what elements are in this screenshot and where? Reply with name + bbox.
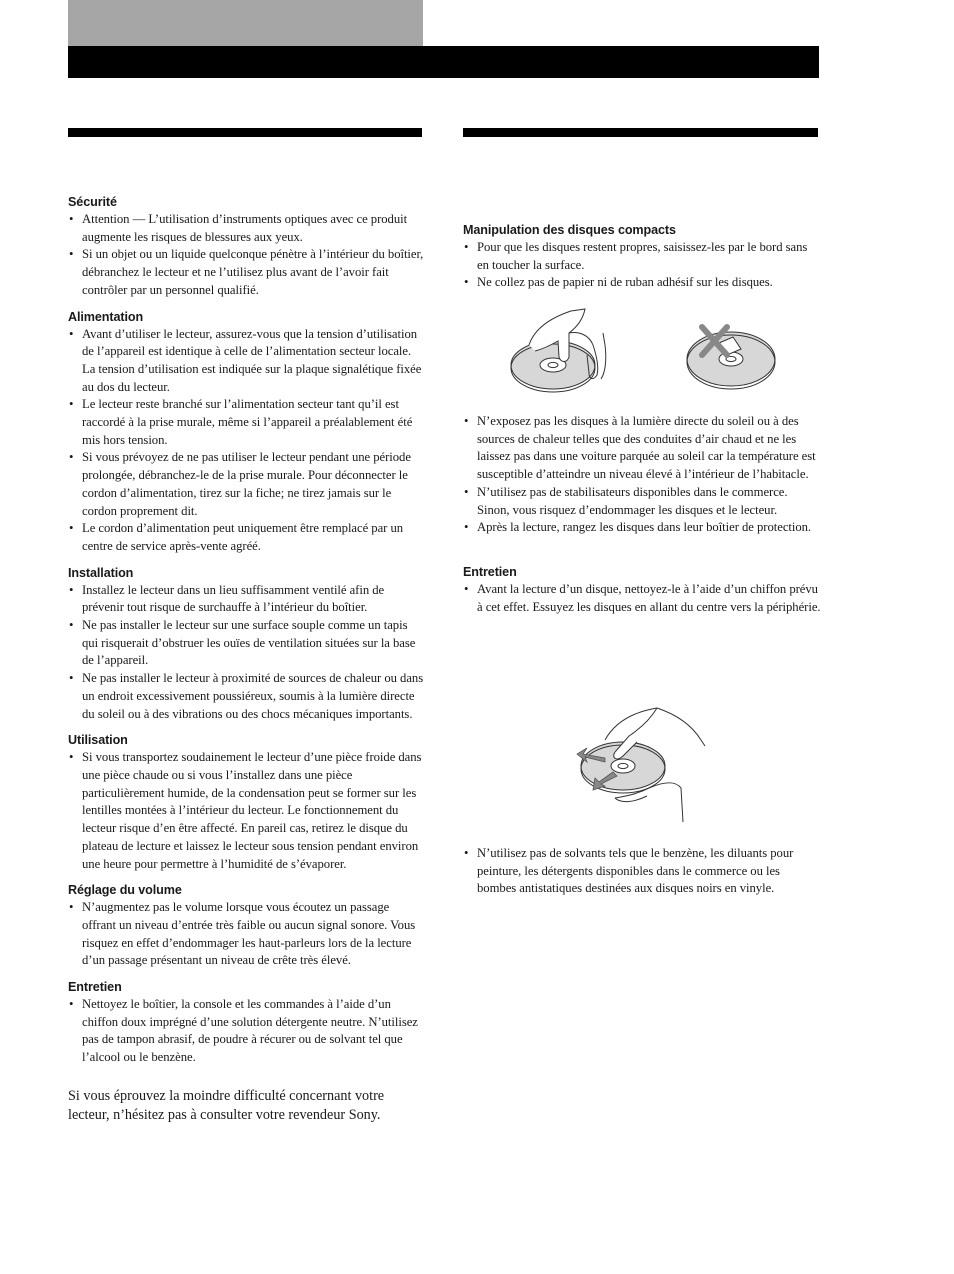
disc-cleaning-icon [581, 708, 705, 822]
heading-entretien-lecteur: Entretien [68, 980, 122, 995]
right-column [463, 222, 821, 301]
heading-securite: Sécurité [68, 195, 117, 209]
list-item: • Ne pas installer le lecteur à proximité de sources de chaleur ou dans un endroit excessivement poussiéreux, soumis à la lumière directe du soleil ou à des vibrations ou des chocs mécaniques importants. [68, 670, 424, 723]
heading-utilisation: Utilisation [68, 733, 128, 748]
list-securite [68, 211, 424, 300]
list-item: • Avant d’utiliser le lecteur, assurez-vous que la tension d’utilisation de l’appareil est identique à celle de l’alimentation secteur locale. La tension d’utilisation est indiquée sur la plaque signalétique fixée au dos du lecteur. [68, 326, 424, 397]
disc-handling-illustration [505, 305, 795, 400]
list-entretien-disques-2 [463, 845, 821, 898]
list-item: • Installez le lecteur dans un lieu suffisamment ventilé afin de prévenir tout risque de surchauffe à l’intérieur du boîtier. [68, 582, 424, 617]
list-item: • N’exposez pas les disques à la lumière directe du soleil ou à des sources de chaleur telles que des conduites d’air chaud et ne les laissez pas dans une voiture parquée au soleil car la température est susceptible d’atteindre un niveau élevé à l’intérieur de l’habitacle. [463, 413, 821, 484]
list-item: • Ne pas installer le lecteur sur une surface souple comme un tapis qui risquerait d’obstruer les ouïes de ventilation situées sur la base de l’appareil. [68, 617, 424, 670]
right-column-continued [463, 413, 821, 625]
list-item: • Nettoyez le boîtier, la console et les commandes à l’aide d’un chiffon doux imprégné d’une solution détergente neutre. N’utilisez pas de tampon abrasif, de poudre à récurer ou de solvant tel que l’alcool ou le benzène. [68, 996, 424, 1067]
list-reglage-volume [68, 899, 424, 970]
list-item: • Le lecteur reste branché sur l’alimentation secteur tant qu’il est raccordé à la prise murale, même si l’appareil a préalablement été mis hors tension. [68, 396, 424, 449]
heading-manipulation: Manipulation des disques compacts [463, 223, 676, 237]
heading-alimentation: Alimentation [68, 309, 144, 324]
disc-cleaning-illustration [575, 700, 710, 830]
list-item: • Ne collez pas de papier ni de ruban adhésif sur les disques. [463, 274, 821, 292]
list-alimentation [68, 326, 424, 556]
list-manipulation-2 [463, 413, 821, 537]
right-column-rule [463, 128, 818, 137]
disc-no-tape-icon [687, 332, 775, 389]
list-item: • Si vous transportez soudainement le lecteur d’une pièce froide dans une pièce chaude ou si vous l’installez dans une pièce particulièrement humide, de la condensation peut se former sur les lentilles montées à l’intérieur du lecteur. Le fonctionnement du lecteur risque d’en être affecté. En pareil cas, retirez le disque du plateau de lecture et laissez le lecteur sous tension pendant environ une heure pour permettre à l’humidité de s’évaporer. [68, 749, 424, 873]
list-item: • Pour que les disques restent propres, saisissez-les par le bord sans en toucher la surface. [463, 239, 821, 274]
list-item: • N’utilisez pas de stabilisateurs disponibles dans le commerce. Sinon, vous risquez d’endommager les disques et le lecteur. [463, 484, 821, 519]
heading-reglage-volume: Réglage du volume [68, 883, 182, 898]
left-column [68, 194, 424, 1126]
disc-held-by-edge-icon [511, 309, 606, 392]
right-column-final [463, 845, 821, 907]
list-item: • Le cordon d’alimentation peut uniquement être remplacé par un centre de service après-vente agréé. [68, 520, 424, 555]
list-item: • Si vous prévoyez de ne pas utiliser le lecteur pendant une période prolongée, débranchez-le de la prise murale. Pour déconnecter le cordon d’alimentation, tirez sur la fiche; ne tirez jamais sur le cordon proprement dit. [68, 449, 424, 520]
heading-installation: Installation [68, 565, 134, 580]
list-item: • Après la lecture, rangez les disques dans leur boîtier de protection. [463, 519, 821, 537]
left-column-rule [68, 128, 422, 137]
list-installation [68, 582, 424, 724]
list-entretien-lecteur [68, 996, 424, 1067]
list-manipulation [463, 239, 821, 292]
list-item: • N’augmentez pas le volume lorsque vous écoutez un passage offrant un niveau d’entrée très faible ou aucun signal sonore. Vous risquez en effet d’endommager les haut-parleurs lors de la lecture d’un passage présentant un niveau de crête très élevé. [68, 899, 424, 970]
list-utilisation [68, 749, 424, 873]
list-item: • Attention — L’utilisation d’instruments optiques avec ce produit augmente les risques de blessures aux yeux. [68, 211, 424, 246]
header-bar [68, 46, 819, 78]
heading-entretien-disques: Entretien [463, 564, 517, 579]
list-item: • N’utilisez pas de solvants tels que le benzène, les diluants pour peinture, les détergents disponibles dans le commerce ou les bombes antistatiques destinées aux disques noirs en vinyle. [463, 845, 821, 898]
list-entretien-disques [463, 581, 821, 616]
closing-paragraph: Si vous éprouvez la moindre difficulté concernant votre lecteur, n’hésitez pas à consulter votre revendeur Sony. [68, 1087, 385, 1124]
header-tab [68, 0, 423, 46]
list-item: • Si un objet ou un liquide quelconque pénètre à l’intérieur du boîtier, débranchez le lecteur et ne l’utilisez plus avant de l’avoir fait contrôler par un personnel qualifié. [68, 246, 424, 299]
list-item: • Avant la lecture d’un disque, nettoyez-le à l’aide d’un chiffon prévu à cet effet. Essuyez les disques en allant du centre vers la périphérie. [463, 581, 821, 616]
